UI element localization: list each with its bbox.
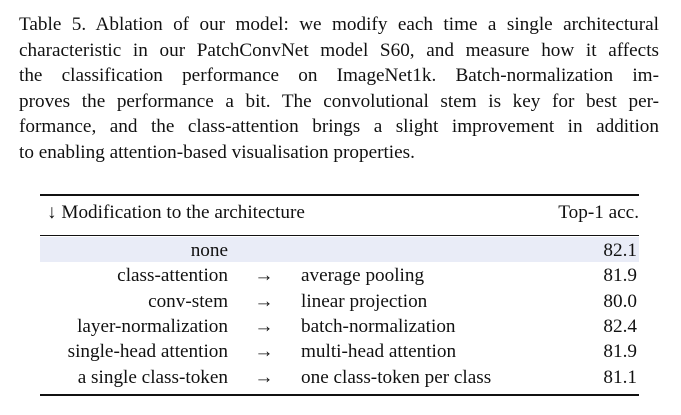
row-accuracy: 80.0 bbox=[603, 290, 637, 312]
caption-line: Table 5. Ablation of our model: we modify each time a single architectural bbox=[19, 14, 659, 35]
row-arrow: → bbox=[254, 315, 274, 337]
row-arrow: → bbox=[254, 265, 274, 287]
header-accuracy: Top-1 acc. bbox=[558, 202, 639, 223]
caption-line: the classification performance on ImageNet1k. Batch-normalization im- bbox=[19, 65, 659, 86]
row-arrow: → bbox=[254, 290, 274, 312]
row-modification: single-head attention bbox=[67, 341, 228, 363]
row-replacement: linear projection bbox=[301, 290, 428, 312]
row-arrow: → bbox=[254, 366, 274, 388]
row-replacement: average pooling bbox=[301, 265, 425, 287]
row-accuracy: 81.9 bbox=[603, 265, 637, 287]
row-replacement: one class-token per class bbox=[301, 366, 492, 388]
row-accuracy: 82.4 bbox=[603, 315, 637, 337]
caption-line: proves the performance a bit. The convolutional stem is key for best per- bbox=[19, 90, 659, 112]
table-bottom-rule bbox=[40, 394, 639, 396]
row-replacement: batch-normalization bbox=[301, 315, 456, 337]
row-replacement: multi-head attention bbox=[301, 341, 457, 363]
row-accuracy: 81.1 bbox=[603, 366, 637, 388]
baseline-row-highlight bbox=[40, 237, 639, 262]
table-top-rule bbox=[40, 194, 639, 196]
row-modification: none bbox=[190, 240, 228, 261]
table-caption bbox=[19, 12, 659, 165]
header-modification: ↓ Modification to the architecture bbox=[47, 202, 305, 223]
table-header-rule bbox=[40, 235, 639, 236]
row-modification: layer-normalization bbox=[77, 315, 228, 337]
row-arrow: → bbox=[254, 341, 274, 363]
caption-line: formance, and the class-attention brings a slight improvement in addition bbox=[19, 116, 659, 137]
row-accuracy: 81.9 bbox=[603, 341, 637, 363]
row-modification: a single class-token bbox=[77, 366, 228, 388]
row-modification: class-attention bbox=[117, 265, 228, 287]
caption-line: to enabling attention-based visualisation properties. bbox=[19, 141, 415, 163]
row-accuracy: 82.1 bbox=[603, 240, 637, 261]
caption-line: characteristic in our PatchConvNet model S60, and measure how it affects bbox=[19, 39, 659, 61]
row-modification: conv-stem bbox=[148, 290, 228, 312]
